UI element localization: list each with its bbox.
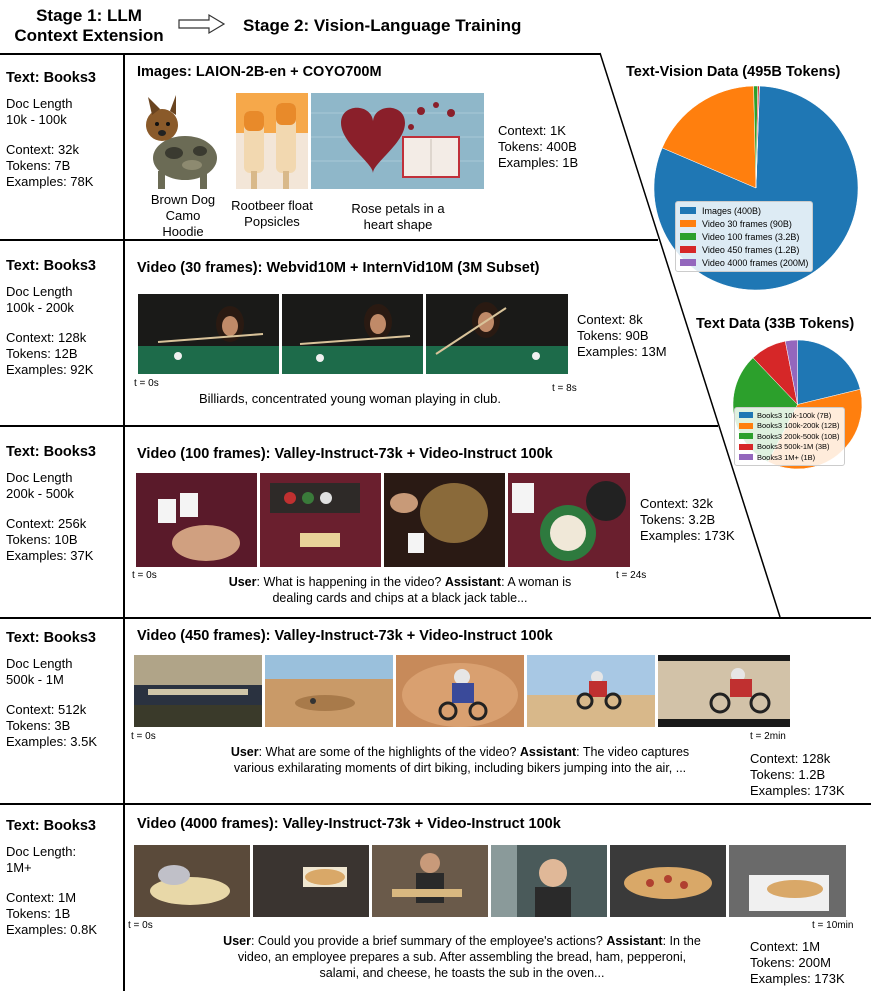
pie1-legend xyxy=(675,201,813,272)
legend-swatch xyxy=(739,454,753,460)
section-title-video-450: Video (450 frames): Valley-Instruct-73k + Video-Instruct 100k xyxy=(137,628,553,644)
user-label: User xyxy=(223,934,251,948)
context-value: Context: 1M xyxy=(6,890,77,905)
context-value: Context: 128k xyxy=(6,330,87,345)
time-start-label: t = 0s xyxy=(134,378,159,389)
assistant-answer: video, an employee prepares a sub. After assembling the bread, ham, pepperoni, xyxy=(237,950,687,964)
legend-swatch xyxy=(739,412,753,418)
user-label: User xyxy=(228,575,257,589)
caption-line: Camo xyxy=(165,208,201,223)
doc-length-label: Doc Length: xyxy=(6,844,77,859)
left-cell-title: Text: Books3 xyxy=(6,258,96,274)
legend-label: Books3 10k-100k (7B) xyxy=(757,410,832,420)
legend-entry xyxy=(739,431,840,442)
examples-value: Examples: 13M xyxy=(577,344,667,359)
examples-value: Examples: 173K xyxy=(640,528,735,543)
caption-dog xyxy=(138,192,228,240)
image-popsicles xyxy=(236,93,308,189)
assistant-label: Assistant xyxy=(444,575,502,589)
caption-line: heart shape xyxy=(363,217,433,232)
video-frames-billiards xyxy=(138,294,568,374)
examples-value: Examples: 92K xyxy=(6,362,94,377)
caption-popsicles xyxy=(224,198,320,230)
examples-value: Examples: 173K xyxy=(750,971,845,986)
left-cell-title: Text: Books3 xyxy=(6,818,96,834)
doc-length-label: Doc Length xyxy=(6,470,73,485)
left-cell-1 xyxy=(6,70,121,190)
stats-row-2 xyxy=(577,312,667,360)
caption-rose-petals xyxy=(330,201,466,233)
image-dog-hoodie xyxy=(140,93,226,193)
tokens-value: Tokens: 3.2B xyxy=(640,512,716,527)
context-value: Context: 32k xyxy=(640,496,713,511)
caption-line: Brown Dog xyxy=(150,192,216,207)
pie2-title: Text Data (33B Tokens) xyxy=(696,316,855,332)
time-end-label: t = 2min xyxy=(750,731,786,742)
qa-row-3 xyxy=(140,574,660,606)
examples-value: Examples: 37K xyxy=(6,548,94,563)
legend-entry xyxy=(739,410,840,421)
tokens-value: Tokens: 1.2B xyxy=(750,767,826,782)
left-cell-4 xyxy=(6,630,121,750)
tokens-value: Tokens: 10B xyxy=(6,532,78,547)
legend-swatch xyxy=(680,246,696,253)
time-end-label: t = 10min xyxy=(812,920,854,931)
caption-billiards: Billiards, concentrated young woman playing in club. xyxy=(198,391,502,406)
legend-swatch xyxy=(739,433,753,439)
assistant-answer: : A woman is xyxy=(501,575,572,589)
assistant-label: Assistant xyxy=(606,934,663,948)
legend-entry xyxy=(680,243,808,256)
examples-value: Examples: 173K xyxy=(750,783,845,798)
time-end-label: t = 8s xyxy=(552,383,577,394)
section-title-video-100: Video (100 frames): Valley-Instruct-73k + Video-Instruct 100k xyxy=(137,446,553,462)
caption-line: Rose petals in a xyxy=(351,201,445,216)
doc-length-label: Doc Length xyxy=(6,656,73,671)
examples-value: Examples: 1B xyxy=(498,155,579,170)
stage1-title-line2: Context Extension xyxy=(14,26,164,45)
assistant-answer: various exhilarating moments of dirt biking, including bikers jumping into the air, ... xyxy=(233,761,687,775)
qa-row-5 xyxy=(176,933,748,981)
legend-entry xyxy=(680,217,808,230)
time-start-label: t = 0s xyxy=(132,570,157,581)
legend-entry xyxy=(680,204,808,217)
time-end-label: t = 24s xyxy=(616,570,647,581)
section-title-video-4000: Video (4000 frames): Valley-Instruct-73k + Video-Instruct 100k xyxy=(137,816,561,832)
assistant-label: Assistant xyxy=(519,745,577,759)
legend-label: Video 100 frames (3.2B) xyxy=(702,231,800,242)
video-frames-sub-sandwich xyxy=(134,845,846,917)
user-question: : What are some of the highlights of the video? xyxy=(258,745,520,759)
legend-entry xyxy=(739,452,840,463)
stage2-title: Stage 2: Vision-Language Training xyxy=(243,16,522,35)
assistant-answer: : In the xyxy=(662,934,701,948)
left-cell-2 xyxy=(6,258,121,378)
user-question: : Could you provide a brief summary of the employee's actions? xyxy=(250,934,607,948)
left-cell-title: Text: Books3 xyxy=(6,70,96,86)
left-cell-title: Text: Books3 xyxy=(6,630,96,646)
time-start-label: t = 0s xyxy=(131,731,156,742)
doc-length-value: 10k - 100k xyxy=(6,112,67,127)
legend-entry xyxy=(739,421,840,432)
doc-length-value: 100k - 200k xyxy=(6,300,74,315)
left-cell-3 xyxy=(6,444,121,564)
examples-value: Examples: 0.8K xyxy=(6,922,98,937)
stats-row-4 xyxy=(750,751,845,799)
pie1-title: Text-Vision Data (495B Tokens) xyxy=(626,64,841,80)
legend-swatch xyxy=(680,220,696,227)
assistant-answer: dealing cards and chips at a black jack table... xyxy=(272,591,528,605)
context-value: Context: 128k xyxy=(750,751,831,766)
legend-entry xyxy=(680,256,808,269)
examples-value: Examples: 78K xyxy=(6,174,94,189)
legend-entry xyxy=(739,442,840,453)
legend-label: Video 30 frames (90B) xyxy=(702,218,792,229)
left-cell-title: Text: Books3 xyxy=(6,444,96,460)
legend-swatch xyxy=(739,444,753,450)
doc-length-value: 1M+ xyxy=(6,860,32,875)
video-frames-blackjack xyxy=(136,473,630,567)
section-title-video-30: Video (30 frames): Webvid10M + InternVid10M (3M Subset) xyxy=(137,260,540,276)
left-cell-5 xyxy=(6,818,121,938)
context-value: Context: 512k xyxy=(6,702,87,717)
pie2-legend xyxy=(734,407,845,466)
assistant-answer: : The video captures xyxy=(576,745,690,759)
caption-line: Rootbeer float xyxy=(231,198,313,213)
stats-row-5 xyxy=(750,939,845,987)
tokens-value: Tokens: 1B xyxy=(6,906,71,921)
stats-row-3 xyxy=(640,496,735,544)
context-value: Context: 8k xyxy=(577,312,643,327)
tokens-value: Tokens: 7B xyxy=(6,158,71,173)
doc-length-label: Doc Length xyxy=(6,96,73,111)
doc-length-value: 500k - 1M xyxy=(6,672,64,687)
context-value: Context: 32k xyxy=(6,142,79,157)
caption-line: Hoodie xyxy=(162,224,204,239)
tokens-value: Tokens: 200M xyxy=(750,955,831,970)
qa-row-4 xyxy=(160,744,760,776)
legend-swatch xyxy=(680,233,696,240)
legend-swatch xyxy=(680,207,696,214)
legend-label: Books3 1M+ (1B) xyxy=(757,452,816,462)
legend-swatch xyxy=(680,259,696,266)
legend-swatch xyxy=(739,423,753,429)
legend-label: Video 4000 frames (200M) xyxy=(702,257,809,268)
tokens-value: Tokens: 90B xyxy=(577,328,649,343)
image-rose-petals xyxy=(311,93,484,189)
examples-value: Examples: 3.5K xyxy=(6,734,98,749)
stats-row-1 xyxy=(498,123,578,171)
context-value: Context: 1K xyxy=(498,123,566,138)
user-question: : What is happening in the video? xyxy=(256,575,445,589)
video-frames-dirt-biking xyxy=(134,655,790,727)
tokens-value: Tokens: 400B xyxy=(498,139,577,154)
legend-label: Books3 100k-200k (12B) xyxy=(757,421,840,431)
section-title-images: Images: LAION-2B-en + COYO700M xyxy=(137,64,382,80)
caption-line: Popsicles xyxy=(244,214,300,229)
legend-label: Books3 200k-500k (10B) xyxy=(757,431,840,441)
assistant-answer: salami, and cheese, he toasts the sub in the oven... xyxy=(319,966,605,980)
tokens-value: Tokens: 12B xyxy=(6,346,78,361)
legend-entry xyxy=(680,230,808,243)
context-value: Context: 256k xyxy=(6,516,87,531)
stage1-title-line1: Stage 1: LLM xyxy=(36,6,142,25)
legend-label: Video 450 frames (1.2B) xyxy=(702,244,800,255)
doc-length-value: 200k - 500k xyxy=(6,486,74,501)
doc-length-label: Doc Length xyxy=(6,284,73,299)
context-value: Context: 1M xyxy=(750,939,821,954)
time-start-label: t = 0s xyxy=(128,920,153,931)
user-label: User xyxy=(230,745,259,759)
legend-label: Books3 500k-1M (3B) xyxy=(757,442,830,452)
tokens-value: Tokens: 3B xyxy=(6,718,71,733)
legend-label: Images (400B) xyxy=(702,205,762,216)
